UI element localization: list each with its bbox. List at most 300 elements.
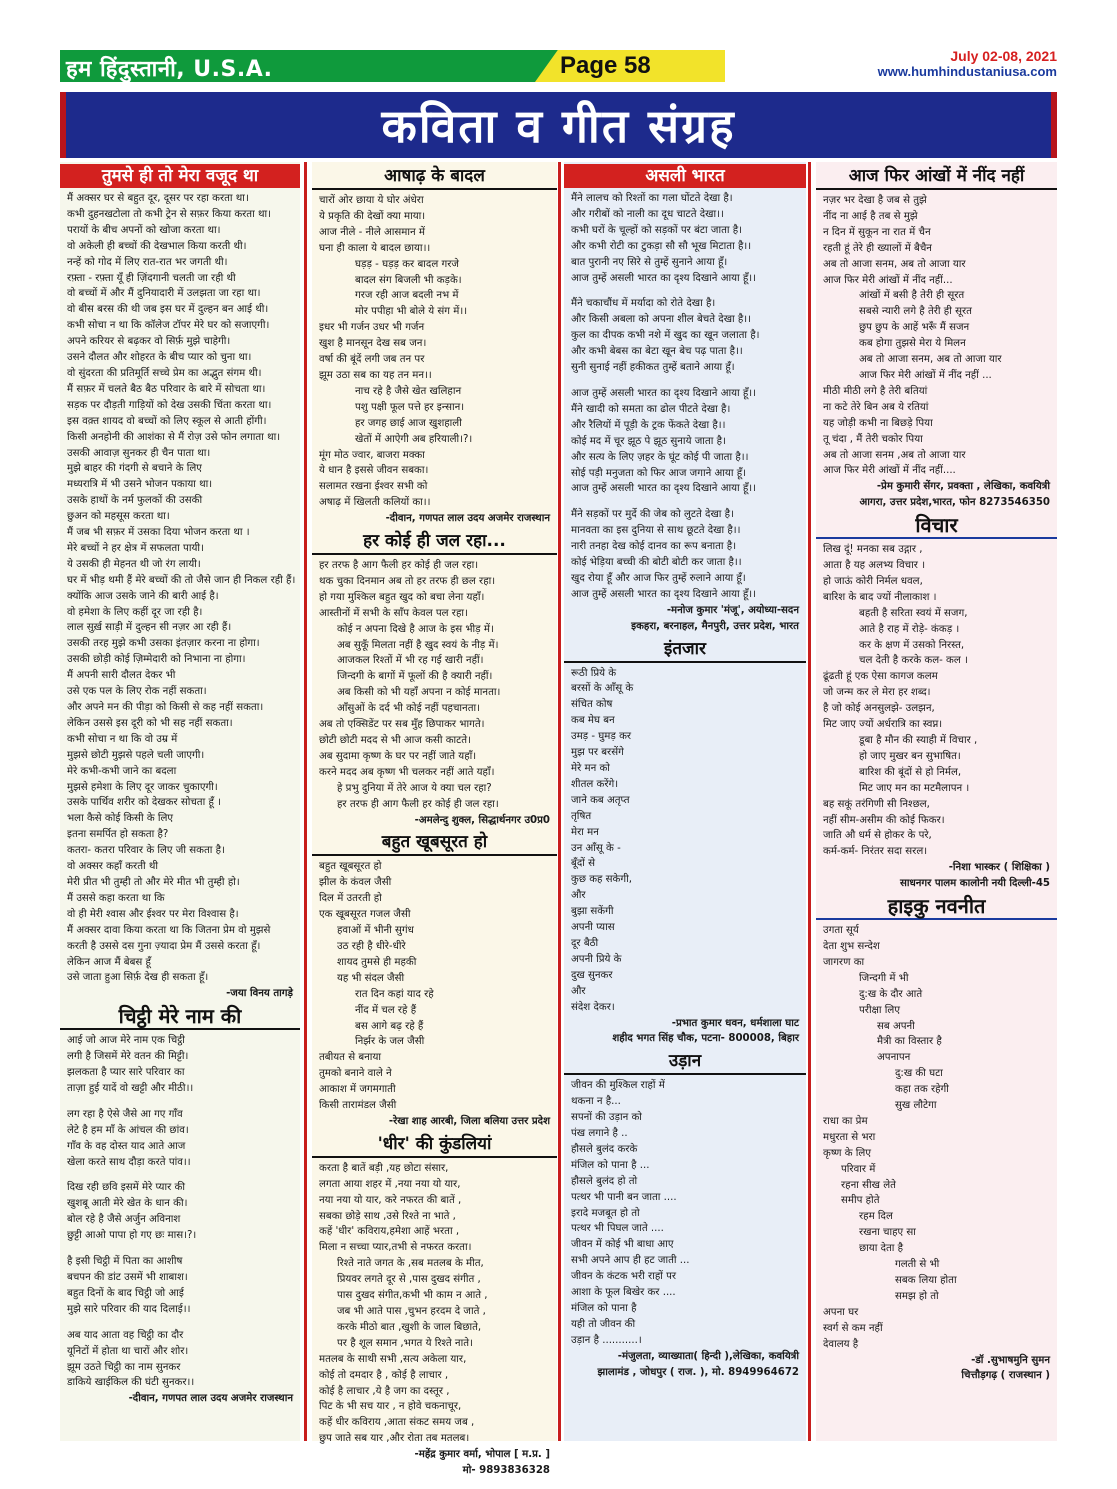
poem-line: डाकिये खाईकिल की घंटी सुनकर।।	[67, 1377, 195, 1389]
website-link[interactable]: www.humhindustaniusa.com	[877, 64, 1057, 79]
poem-line: बात पुरानी नए सिरे से तुम्हें सुनाने आया हूँ।	[571, 256, 728, 268]
poem-line: खुद रोया हूँ और आज फिर तुम्हें रुलाने आया हूँ।	[571, 572, 746, 584]
poem-line: अब सुकूँ मिलता नहीं है खुद स्वयं के नीड़ में।	[337, 639, 499, 651]
author-address: शहीद भगत सिंह चौक, पटना- 800008, बिहार	[612, 1033, 799, 1045]
stanza-gap	[67, 1318, 293, 1328]
poem-line: खुश है मानसून देख सब जन।	[319, 338, 427, 350]
poem-line: घर में भीड़ थमी हैं मेरे बच्चों की तो जैसे जान ही निकल रही हैं।	[67, 574, 296, 586]
poem-line: लगता आया शहर में ,नया नया यो यार,	[319, 1178, 461, 1190]
poem-line: यह जोड़ी कभी ना बिछड़े पिया	[823, 417, 933, 429]
poem-line: कहा तक रहेगी	[895, 1084, 949, 1096]
poem-line: डूबा है मौन की स्याही में विचार ,	[859, 735, 978, 746]
poem-line: अपना घर	[823, 1306, 859, 1318]
poem-body	[571, 1078, 799, 1348]
column-divider	[304, 162, 307, 1441]
poem-line: देवालय है	[823, 1338, 859, 1350]
poem-line: झूम उठा सब का यह तन मन।।	[319, 369, 432, 381]
poem-line: और सत्य के लिए ज़हर के घूंट कोई पी जाता है।।	[571, 451, 749, 463]
poem-line: यही तो जीवन की	[571, 1318, 636, 1330]
banner-accent-right	[1051, 92, 1057, 158]
poem-line: उठ रही है धीरे-धीरे	[337, 940, 406, 952]
poem-line: लेकिन आज मैं बेबस हूँ	[67, 956, 151, 968]
poem-line: बस आगे बढ़ रहे हैं	[355, 1020, 424, 1032]
poem-line: न दिन में सुकून ना रात में चैन	[823, 226, 931, 238]
poem-line: कहें धीर कविराय ,आता संकट समय जब ,	[319, 1417, 475, 1429]
poem-line: नींद ना आई है तब से मुझे	[823, 210, 918, 222]
poem-line: हो गया मुश्किल बहुत खुद को बचा लेना यहाँ।	[319, 591, 485, 603]
poem-line: झलकता है प्यार सारे परिवार का	[67, 1067, 185, 1079]
poem-line: और	[571, 985, 586, 997]
poem-line: नाच रहे है जैसे खेत खलिहान	[355, 385, 462, 397]
poem-line: सबका छोड़े साथ ,उसे रिश्ते ना भाते ,	[319, 1210, 456, 1222]
poem-line: स्वर्ग से कम नहीं	[823, 1322, 883, 1334]
poem-title: तुमसे ही तो मेरा वजूद था	[60, 164, 300, 188]
poem-line: दु:ख की घटा	[895, 1068, 943, 1080]
poem-line: सुनी सुनाई नहीं हकीकत तुम्हें बताने आया हूँ।	[571, 362, 735, 374]
stanza-gap	[67, 1170, 293, 1180]
poem-line: बूँदों से	[571, 858, 595, 870]
poem-line: लिख दूं! मनका सब उद्गार ,	[823, 544, 923, 556]
poem-line: उसे जाता हुआ सिर्फ़ देख ही सकता हूँ।	[67, 972, 209, 984]
poem-title: आषाढ़ के बादल	[312, 164, 557, 190]
poem-line: है इसी चिट्ठी में पिता का आशीष	[67, 1256, 183, 1268]
poem-line: झूम उठते चिट्ठी का नाम सुनकर	[67, 1361, 181, 1373]
poem-line: मैंने खादी को समता का ढोल पीटते देखा है।	[571, 403, 731, 415]
poem-title: असली भारत	[564, 164, 806, 188]
poem-line: खुशबू आती मेरे खेत के धान की।	[67, 1198, 188, 1210]
poem-author: -निशा भास्कर ( शिक्षिका )	[948, 862, 1050, 874]
poem-line: दिल में उतरती हो	[319, 893, 382, 905]
poem-line: हवाओं में भीनी सुगंध	[337, 925, 414, 937]
poem-line: आंखों में बसी है तेरी ही सूरत	[859, 290, 965, 302]
poem-line: संदेश देकर।	[571, 1001, 615, 1013]
poem-line: मध्यरात्रि में भी उसने भोजन पकाया था।	[67, 479, 213, 491]
poem-line: बहती है सरिता स्वयं में सजग,	[859, 607, 968, 619]
banner-accent-left	[60, 92, 66, 158]
poem-line: अपनापन	[877, 1052, 911, 1064]
poem-line: हौसले बुलंद हो तो	[571, 1175, 638, 1187]
poem-line: आज तुम्हें असली भारत का दृश्य दिखाने आया हूँ।।	[571, 588, 757, 600]
poem-author: -डॉ .सुभाषमुनि सुमन	[971, 1354, 1050, 1366]
poem-line: परिवार में	[841, 1163, 876, 1175]
poem-line: आज तुम्हें असली भारत का दृश्य दिखाने आया हूँ।।	[571, 387, 757, 399]
author-address: झालामंड , जोधपुर ( राज. ), मो. 8949964672	[597, 1366, 799, 1378]
poem-line: मोर पपीहा भी बोले ये संग में।।	[355, 306, 468, 318]
poem-line: रहना सीख लेते	[841, 1179, 896, 1191]
poem-line: ये उसकी ही मेहनत थी जो रंग लायी।	[67, 558, 201, 570]
poem-line: बरसों के आँसू के	[571, 683, 634, 695]
poem-line: है जो कोई अनसुलझे- उलझन,	[823, 703, 935, 715]
poem-line: हर तरफ है आग फैली हर कोई ही जल रहा।	[319, 560, 479, 572]
stanza-gap	[571, 497, 799, 507]
author-phone: मो- 9893836328	[462, 1465, 550, 1477]
poem-line: कभी सोचा न था कि वो उम्र में	[67, 733, 178, 745]
column-4	[816, 162, 1057, 1441]
poem-body	[319, 859, 550, 1114]
poem-author: -प्रभात कुमार धवन, धर्मशाला घाट	[671, 1017, 799, 1029]
poem-line: और रैलियों में पूड़ी के ट्रक फेंकते देखा है।।	[571, 419, 726, 431]
poem-line: जागरण का	[823, 956, 865, 968]
poem-line: मीठी मीठी लगे है तेरी बतियां	[823, 385, 928, 397]
poem-line: दूर बैठी	[571, 937, 599, 949]
poem-line: कुल का दीपक कभी नशे में खुद का खून जलाता है।	[571, 330, 760, 342]
poem-line: बारिश की बूंदों से हो निर्मल,	[859, 766, 962, 778]
column-divider	[808, 162, 811, 1441]
page-number: Page 58	[560, 52, 651, 79]
poem-line: पिट के भी सच यार , न होवे चकनाचूर,	[319, 1401, 462, 1413]
poem-line: बारिश के बाद ज्यों नीलाकाश ।	[823, 591, 937, 603]
poem-body	[319, 558, 550, 813]
poem-line: मूंग मोठ ज्वार, बाजरा मक्का	[319, 449, 425, 461]
poem-line: तू चंदा , मैं तेरी चकोर पिया	[823, 433, 923, 445]
poem-line: मैं जब भी सफ़र में उसका दिया भोजन करता था ।	[67, 527, 250, 539]
poem-line: उसके हाथों के नर्म फुलकों की उसकी	[67, 495, 203, 507]
poem-line: ढूंढती हूं एक ऐसा कागज कलम	[823, 671, 938, 683]
poem-line: अब याद आता वह चिट्ठी का दौर	[67, 1329, 184, 1341]
masthead	[60, 50, 1057, 88]
poem-line: अब किसी को भी यहाँ अपना न कोई मानता।	[337, 687, 501, 699]
publication-name: हम हिंदुस्तानी, U.S.A.	[66, 57, 273, 82]
poem-line: आकाश में जगमगाती	[319, 1084, 396, 1096]
poem-line: राधा का प्रेम	[823, 1115, 868, 1127]
poem-author: -जया विनय तागड़े	[226, 988, 293, 1000]
poem-line: संचित कोष	[571, 699, 613, 711]
poem-line: रहती हूं तेरे ही ख्यालों में बैचैन	[823, 242, 932, 254]
poem-line: थक चुका दिनमान अब तो हर तरफ ही छल रहा।	[319, 575, 496, 587]
poem-line: अब तो आजा सनम ,अब तो आजा यार	[823, 449, 966, 461]
poem-line: घड़ड़ - घड़ड़ कर बादल गरजे	[355, 258, 459, 270]
poem-line: सब अपनी	[877, 1020, 915, 1032]
poem-line: मुझसे छोटी मुझसे पहले चली जाएगी।	[67, 749, 205, 761]
poem-line: ये धान है इससे जीवन सबका।	[319, 465, 429, 477]
poem-line: आजकल रिश्तों में भी रह गई खारी नहीं।	[337, 655, 484, 667]
section-banner	[60, 92, 1057, 158]
poem-line: कतरा- कतरा परिवार के लिए जी सकता है।	[67, 845, 225, 857]
poem-line: करने मदद अब कृष्ण भी चलकर नहीं आते यहाँ।	[319, 766, 495, 778]
poem-line: छुप छुप के आहें भरूँ मैं सजन	[859, 322, 970, 334]
poem-line: छोटी छोटी मदद से भी आज कसी काटते।	[319, 735, 471, 746]
poem-line: जाति औ धर्म से होकर के परे,	[823, 830, 932, 842]
poem-line: रफ़्ता - रफ़्ता यूँ ही ज़िंदगानी चलती जा रही थी	[67, 272, 236, 284]
poem-line: मंजिल को पाना है ...	[571, 1159, 650, 1171]
poem-line: नया नया यो यार, करे नफरत की बातें ,	[319, 1194, 462, 1206]
poem-line: करता है बातें बड़ी ,यह छोटा संसार,	[319, 1162, 449, 1174]
poem-line: मैत्री का विस्तार है	[877, 1036, 942, 1048]
poem-line: मुझसे हमेशा के लिए दूर जाकर चुकाएगी।	[67, 781, 218, 793]
poem-line: तुमको बनाने वाले ने	[319, 1068, 392, 1080]
poem-line: आज तुम्हें असली भारत का दृश्य दिखाने आया हूँ।।	[571, 272, 757, 284]
poem-line: मानवता का इस दुनिया से साथ छूटते देखा है।।	[571, 525, 741, 537]
stanza-gap	[571, 376, 799, 386]
poem-line: शायद तुमसे ही महकी	[337, 956, 417, 968]
poem-line: वो बीस बरस की थी जब इस घर में दुल्हन बन आई थी।	[67, 304, 269, 316]
poem-line: सड़क पर दौड़ती गाड़ियों को देख उसकी चिंता करता था।	[67, 399, 272, 411]
poem-line: वो अक्सर कहाँ करती थी	[67, 861, 159, 873]
poem-line: मिट जाए मन का मटमैलापन ।	[859, 782, 970, 794]
poem-line: और अपने मन की पीड़ा को किसी से कह नहीं सकता।	[67, 702, 264, 713]
poem-line: झील के कंवल जैसी	[319, 877, 392, 889]
poem-line: थकना न है...	[571, 1096, 621, 1108]
poem-line: दिख रही छवि इसमें मेरे प्यार की	[67, 1182, 185, 1194]
poem-line: और कभी बेबस का बेटा खून बेच पढ़ पाता है।।	[571, 346, 743, 358]
poem-title: हाइकु नवनीत	[816, 894, 1057, 920]
poem-line: तृषित	[571, 810, 592, 822]
poem-line: आते है राह में रोड़े- कंकड़ ।	[859, 623, 960, 635]
poem-title: उड़ान	[564, 1049, 806, 1075]
poem-line: आई जो आज मेरे नाम एक चिट्ठी	[67, 1035, 185, 1047]
poem-line: छुट्टी आओ पापा हो गए छः मास।?।	[67, 1230, 197, 1242]
poem-line: उसे एक पल के लिए रोक नहीं सकता।	[67, 686, 207, 698]
poem-line: यह भी संदल जैसी	[337, 972, 405, 984]
poem-line: आँसुओं के दर्द भी कोई नहीं पहचानता।	[337, 703, 481, 715]
poem-title: हर कोई ही जल रहा...	[312, 529, 557, 555]
poem-line: आज फिर मेरी आंखों में नींद नहीं...	[823, 274, 953, 286]
author-address: आगरा, उत्तर प्रदेश,भारत, फोन 8273546350	[859, 497, 1050, 509]
poem-line: हो जाए मुखर बन सुभाषित।	[859, 750, 961, 762]
poem-line: कहें 'धीर' कविराय,हमेशा आहें भरता ,	[319, 1226, 460, 1238]
author-address: इकहरा, बरनाहल, मैनपुरी, उत्तर प्रदेश, भारत	[631, 620, 799, 632]
dateline	[878, 48, 1057, 79]
poem-line: किसी तारामंडल जैसी	[319, 1100, 397, 1112]
poem-line: रहम दिल	[859, 1211, 893, 1223]
poem-line: मैंने लालच को रिश्तों का गला घोंटते देखा है।	[571, 193, 733, 204]
poem-line: कब होगा तुझसे मेरा ये मिलन	[859, 338, 966, 350]
poem-line: भला कैसे कोई किसी के लिए	[67, 813, 174, 825]
poem-author: -रेखा शाह आरबी, जिला बलिया उत्तर प्रदेश	[388, 1115, 550, 1127]
poem-author: -मनोज कुमार 'मंजू', अयोध्या-सदन	[666, 604, 799, 616]
poem-line: लग रहा है ऐसे जैसे आ गए गाँव	[67, 1108, 183, 1120]
poem-line: कर्म-कर्म- निरंतर सदा सरल।	[823, 846, 928, 858]
poem-line: बहुत दिनों के बाद चिट्ठी जो आई	[67, 1287, 184, 1299]
poem-line: मैं अक्सर घर से बहुत दूर, दूसर पर रहा करता था।	[67, 193, 249, 204]
poem-line: जीवन की मुश्किल राहों में	[571, 1080, 665, 1092]
stanza-gap	[571, 286, 799, 296]
poem-line: जीवन के कंटक भरी राहों पर	[571, 1271, 677, 1283]
poem-line: उसकी आवाज़ सुनकर ही चैन पाता था।	[67, 447, 211, 459]
poem-line: क्योंकि आज उसके जाने की बारी आई है।	[67, 590, 219, 602]
poem-line: कोई भेड़िया बच्ची की बोटी बोटी कर जाता है।।	[571, 557, 742, 569]
poem-title: 'धीर' की कुंडलियां	[312, 1132, 557, 1158]
poem-body	[571, 666, 799, 1016]
poem-line: जब भी आते पास ,चुभन हरदम दे जाते ,	[337, 1306, 486, 1317]
poem-line: प्रियवर लगते दूर से ,पास दुखद संगीत ,	[337, 1274, 481, 1286]
poem-line: समझ हो तो	[895, 1290, 939, 1302]
poem-line: तबीयत से बनाया	[319, 1052, 381, 1064]
poem-line: वो बच्चों में और मैं दुनियादारी में उलझता जा रहा था।	[67, 288, 261, 300]
poem-line: पशु पक्षी फूल पत्ते हर इन्सान।	[355, 401, 465, 413]
poem-title: आज फिर आंखों में नींद नहीं	[816, 164, 1057, 190]
poem-line: जिन्दगी के बागों में फूलों की है क्यारी नहीं।	[337, 671, 493, 683]
poem-line: अब सुदामा कृष्ण के घर पर नहीं जाते यहाँ।	[319, 750, 477, 762]
poem-body	[571, 191, 799, 603]
poem-line: सबसे न्यारी लगे है तेरी ही सूरत	[859, 306, 972, 318]
poem-line: कोई मद में चूर झूठ पे झूठ सुनाये जाता है।	[571, 435, 726, 447]
poem-line: जिन्दगी में भी	[859, 972, 909, 984]
poem-line: निर्झर के जल जैसी	[355, 1036, 425, 1048]
poem-line: उगता सूर्य	[823, 925, 859, 937]
poem-title: बहुत खूबसूरत हो	[312, 830, 557, 856]
poem-line: मिला न सच्चा प्यार,तभी से नफरत करता।	[319, 1242, 472, 1254]
poem-line: हौसले बुलंद करके	[571, 1143, 638, 1155]
poem-author: -प्रेम कुमारी सेंगर, प्रवक्ता , लेखिका, कवयित्री	[876, 481, 1050, 493]
poem-line: वो ही मेरी श्वास और ईश्वर पर मेरा विश्वास है।	[67, 908, 239, 920]
poem-line: मुझ पर बरसेंगे	[571, 747, 624, 759]
poem-line: ये प्रकृति की देखों क्या माया।	[319, 210, 426, 222]
poem-line: कृष्ण के लिए	[823, 1147, 871, 1159]
poem-body	[823, 923, 1050, 1352]
poem-line: मेरे मन को	[571, 763, 610, 774]
poem-line: आज फिर मेरी आंखों में नींद नहीं....	[823, 465, 956, 477]
poem-line: सभी अपने आप ही हट जाती ...	[571, 1255, 690, 1267]
poem-line: मधुरता से भरा	[823, 1131, 876, 1143]
author-address: साधनगर पालम कालोनी नयी दिल्ली-45	[899, 878, 1050, 890]
poem-line: सोई पड़ी मनुजता को फिर आज जगाने आया हूँ।	[571, 467, 746, 479]
poem-title: विचार	[816, 513, 1057, 539]
poem-line: पास दुखद संगीत,कभी भी काम न आते ,	[337, 1290, 488, 1302]
poem-line: घना ही काला ये बादल छाया।।	[319, 242, 431, 254]
poem-line: खेला करते साथ दौड़ा करते पांव।।	[67, 1156, 191, 1168]
poem-line: बोल रहे है जैसे अर्जुन अविनाश	[67, 1214, 181, 1226]
poem-line: आता है यह अलभ्य विचार ।	[823, 560, 926, 572]
poem-body	[67, 1033, 293, 1391]
poem-body	[67, 191, 296, 986]
poem-line: हर जगह छाई आज खुशहाली	[355, 417, 462, 429]
column-1	[60, 162, 300, 1441]
poem-line: नींद में चल रहे हैं	[355, 1004, 417, 1016]
poem-line: उमड़ - घुमड़ कर	[571, 731, 632, 743]
poem-line: मेरा मन	[571, 826, 599, 838]
poem-title: इंतजार	[564, 637, 806, 663]
poem-line: अब तो आजा सनम, अब तो आजा यार	[859, 354, 1002, 366]
poem-line: एक खूबसूरत गजल जैसी	[319, 909, 411, 921]
poem-line: कोई न अपना दिखे है आज के इस भीड़ में।	[337, 623, 494, 635]
column-2	[312, 162, 557, 1477]
poem-line: परायों के बीच अपनों को खोजा करता था।	[67, 224, 221, 236]
poem-line: पत्थर भी पिघल जाते ....	[571, 1223, 664, 1235]
poem-line: कभी दुहनखटोला तो कभी ट्रेन से सफ़र किया करता था।	[67, 208, 272, 220]
poem-line: मिट जाए ज्यों अर्धरात्रि का स्वप्न।	[823, 719, 943, 731]
poem-line: आज तुम्हें असली भारत का दृश्य दिखाने आया हूँ।।	[571, 483, 757, 495]
poem-line: और किसी अबला को अपना शील बेचते देखा है।।	[571, 314, 752, 326]
poem-line: मैं अपनी सारी दौलत देकर भी	[67, 670, 176, 682]
poem-body	[823, 542, 1050, 860]
poem-line: इधर भी गर्जन उधर भी गर्जन	[319, 322, 425, 334]
poem-line: उसकी तरह मुझे कभी उसका इंतज़ार करना ना होगा।	[67, 638, 260, 650]
poem-line: नज़र भर देखा है जब से तुझे	[823, 195, 927, 206]
poem-line: ना कटे तेरे बिन अब ये रतियां	[823, 401, 929, 413]
poem-line: बचपन की डांट उसमें भी शाबाश।	[67, 1272, 188, 1283]
poem-line: अब तो आजा सनम, अब तो आजा यार	[823, 258, 966, 270]
poem-line: वो अकेली ही बच्चों की देखभाल किया करती थी।	[67, 240, 247, 252]
stanza-gap	[67, 1244, 293, 1254]
poem-line: गाँव के वह दोस्त याद आते आज	[67, 1140, 186, 1152]
column-divider	[558, 162, 561, 1441]
poem-line: जीवन में कोई भी बाधा आए	[571, 1239, 674, 1251]
poem-line: बुझा सकेंगी	[571, 906, 614, 918]
poem-line: उसकी छोड़ी कोई ज़िम्मेदारी को निभाना ना होगा।	[67, 654, 246, 666]
poem-line: मैंने सड़कों पर मुर्दे की जेब को लुटते देखा है।	[571, 509, 734, 521]
poem-line: करके मीठो बात ,खुशी के जाल बिछाते,	[337, 1321, 482, 1333]
poem-line: सबक लिया होता	[895, 1275, 957, 1286]
issue-date: July 02-08, 2021	[950, 48, 1057, 64]
poem-line: करती है उससे दस गुना ज़्यादा प्रेम मैं उससे करता हूँ।	[67, 940, 261, 952]
poem-line: वर्षा की बूंदें लगी जब तन पर	[319, 354, 425, 366]
poem-line: मेरे कभी-कभी जाने का बदला	[67, 765, 177, 777]
poem-line: ताज़ा हुई यादें वो खट्टी और मीठी।।	[67, 1082, 194, 1094]
poem-line: जाने कब अतृप्त	[571, 794, 630, 806]
poem-line: हर तरफ ही आग फैली हर कोई ही जल रहा।	[337, 798, 499, 810]
poem-line: लगी है जिसमें मेरे वतन की मिट्टी।	[67, 1051, 189, 1063]
poem-line: गरज रही आज बदली नभ में	[355, 290, 459, 302]
poem-body	[319, 1161, 550, 1447]
poem-line: चल देती है करके कल- कल ।	[859, 655, 968, 667]
poem-line: दुख सुनकर	[571, 969, 613, 981]
poem-line: सलामत रखना ईश्वर सभी को	[319, 481, 428, 493]
poem-line: कभी सोचा न था कि कॉलेज टॉपर मेरे घर को सजाएगी।	[67, 320, 270, 332]
poem-line: सपनों की उड़ान को	[571, 1112, 642, 1124]
poem-line: वो सुंदरता की प्रतिमूर्ति सच्चे प्रेम का अद्भुत संगम थी।	[67, 367, 262, 379]
poem-line: परीक्षा लिए	[859, 1004, 900, 1016]
poem-line: गलती से भी	[895, 1259, 940, 1271]
author-address: चित्तौड़गढ़ ( राजस्थान )	[961, 1370, 1050, 1382]
poem-line: पंख लगाने है ..	[571, 1128, 628, 1140]
poem-line: मुझे सारे परिवार की याद दिलाई।।	[67, 1303, 191, 1315]
poem-line: शीतल करेंगे।	[571, 778, 619, 790]
poem-line: यूनिटों में होता था चारों और शोर।	[67, 1345, 189, 1357]
poem-line: दु:ख के दौर आते	[859, 988, 923, 1000]
poem-line: किसी अनहोनी की आशंका से मैं रोज़ उसे फोन लगाता था।	[67, 431, 281, 443]
poem-line: अपनी प्रिये के	[571, 953, 622, 965]
poem-line: कभी घरों के चूल्हों को सड़कों पर बंटा जाता है।	[571, 224, 743, 236]
poem-line: नहीं सीम-असीम की कोई फिकर।	[823, 814, 945, 826]
poem-line: कोई है लाचार ,ये है जग का दस्तूर ,	[319, 1385, 450, 1397]
poem-line: और कभी रोटी का टुकड़ा सौ सौ भूख मिटाता है।।	[571, 240, 752, 252]
poem-line: चारों ओर छाया ये घोर अंधेरा	[319, 195, 424, 206]
poem-line: और गरीबों को नाली का दूध चाटते देखा।।	[571, 208, 724, 220]
poem-line: वो हमेशा के लिए कहीं दूर जा रही है।	[67, 606, 203, 618]
poem-line: आज फिर मेरी आंखों में नींद नहीं ...	[859, 369, 992, 381]
poem-body	[319, 193, 550, 511]
poem-line: आस्तीनों में सभी के साँप केवल पल रहा।	[319, 607, 468, 619]
poem-line: उन आँसू के -	[571, 842, 621, 854]
poem-line: लाल सुर्ख़ साड़ी में दुल्हन सी नज़र आ रही हैं।	[67, 622, 232, 634]
poem-line: अब तो एक्सिडेंट पर सब मुँह छिपाकर भागते।	[319, 719, 485, 731]
poem-line: पत्थर भी पानी बन जाता ....	[571, 1191, 677, 1203]
poem-author: -दीवान, गणपत लाल उदय अजमेर राजस्थान	[128, 1393, 293, 1405]
poem-author: -अमलेन्दु शुक्ल, सिद्धार्थनगर उ0प्र0	[414, 814, 550, 826]
poem-body	[823, 193, 1050, 479]
section-title: कविता व गीत संग्रह	[381, 99, 736, 153]
poem-line: अपने करियर से बढ़कर वो सिर्फ़ मुझे चाहेगी।	[67, 336, 231, 348]
poem-line: छुप जाते सब यार ,और रोता तब मतलब।	[319, 1433, 470, 1445]
poem-line: उसके पार्थिव शरीर को देखकर सोचता हूँ ।	[67, 797, 222, 809]
poem-line: कर के क्षण में उसको निरस्त,	[859, 639, 965, 651]
poem-line: कब मेघ बन	[571, 715, 615, 727]
poem-line: नन्हें को गोद में लिए रात-रात भर जगती थी।	[67, 256, 228, 268]
poem-line: कोई तो दमदार है , कोई है लाचार ,	[319, 1369, 449, 1381]
poem-line: लेटे है हम माँ के आंचल की छांव।	[67, 1124, 189, 1136]
poem-line: मैं अक्सर दावा किया करता था कि जितना प्रेम वो मुझसे	[67, 924, 271, 936]
poem-line: मेरी प्रीत भी तुम्ही तो और मेरे मीत भी तुम्ही हो।	[67, 876, 240, 888]
poem-title: चिट्ठी मेरे नाम की	[60, 1004, 300, 1030]
poem-line: मैं सफ़र में चलते बैठ बैठ परिवार के बारे में सोचता था।	[67, 383, 266, 395]
poem-line: लेकिन उससे इस दूरी को भी सह नहीं सकता।	[67, 717, 233, 729]
poem-line: उड़ान है ...........।	[571, 1334, 642, 1346]
poem-author: -दीवान, गणपत लाल उदय अजमेर राजस्थान	[385, 513, 550, 525]
poem-line: मैं उससे कहा करता था कि	[67, 892, 165, 904]
poem-line: नारी तनहा देख कोई दानव का रूप बनाता है।	[571, 541, 737, 553]
poem-line: मुझे बाहर की गंदगी से बचाने के लिए	[67, 463, 202, 475]
